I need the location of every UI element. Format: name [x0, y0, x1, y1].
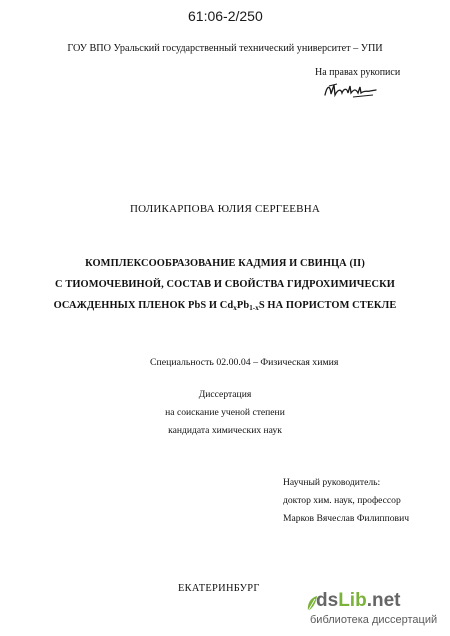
supervisor-name: Марков Вячеслав Филиппович — [283, 513, 410, 524]
dslib-watermark — [306, 590, 448, 634]
title-line-3-start: ОСАЖДЕННЫХ ПЛЕНОК PbS И Cd — [53, 300, 234, 311]
title-line-3-end: S НА ПОРИСТОМ СТЕКЛЕ — [258, 300, 397, 311]
institution-name: ГОУ ВПО Уральский государственный технический университет – УПИ — [67, 43, 383, 54]
subscript-1-minus-x: 1-x — [249, 304, 259, 312]
thesis-title-line-2: С ТИОМОЧЕВИНОЙ, СОСТАВ И СВОЙСТВА ГИДРОХИМИЧЕСКИ — [55, 279, 395, 290]
brand-lib: Lib — [338, 590, 367, 611]
thesis-title-line-1: КОМПЛЕКСООБРАЗОВАНИЕ КАДМИЯ И СВИНЦА (II) — [85, 258, 365, 269]
subscript-x: x — [233, 304, 237, 312]
specialty-line: Специальность 02.00.04 – Физическая химия — [150, 357, 339, 368]
brand-net: .net — [366, 590, 401, 611]
city-name: ЕКАТЕРИНБУРГ — [178, 583, 260, 594]
brand-ds: ds — [316, 590, 339, 611]
title-line-3-pb: Pb — [236, 300, 250, 311]
manuscript-rights-note: На правах рукописи — [315, 67, 401, 78]
supervisor-title: доктор хим. наук, профессор — [283, 495, 401, 506]
watermark-brand — [316, 590, 400, 612]
archive-stamp-number: 61:06-2/250 — [188, 8, 263, 24]
thesis-degree-purpose: на соискание ученой степени — [165, 407, 285, 418]
handwritten-signature — [323, 80, 379, 100]
thesis-title-line-3 — [0, 300, 450, 312]
thesis-type: Диссертация — [198, 389, 252, 400]
thesis-degree: кандидата химических наук — [168, 425, 282, 436]
author-name: ПОЛИКАРПОВА ЮЛИЯ СЕРГЕЕВНА — [129, 203, 320, 215]
supervisor-label: Научный руководитель: — [283, 477, 381, 488]
watermark-caption: библиотека диссертаций — [310, 614, 438, 626]
